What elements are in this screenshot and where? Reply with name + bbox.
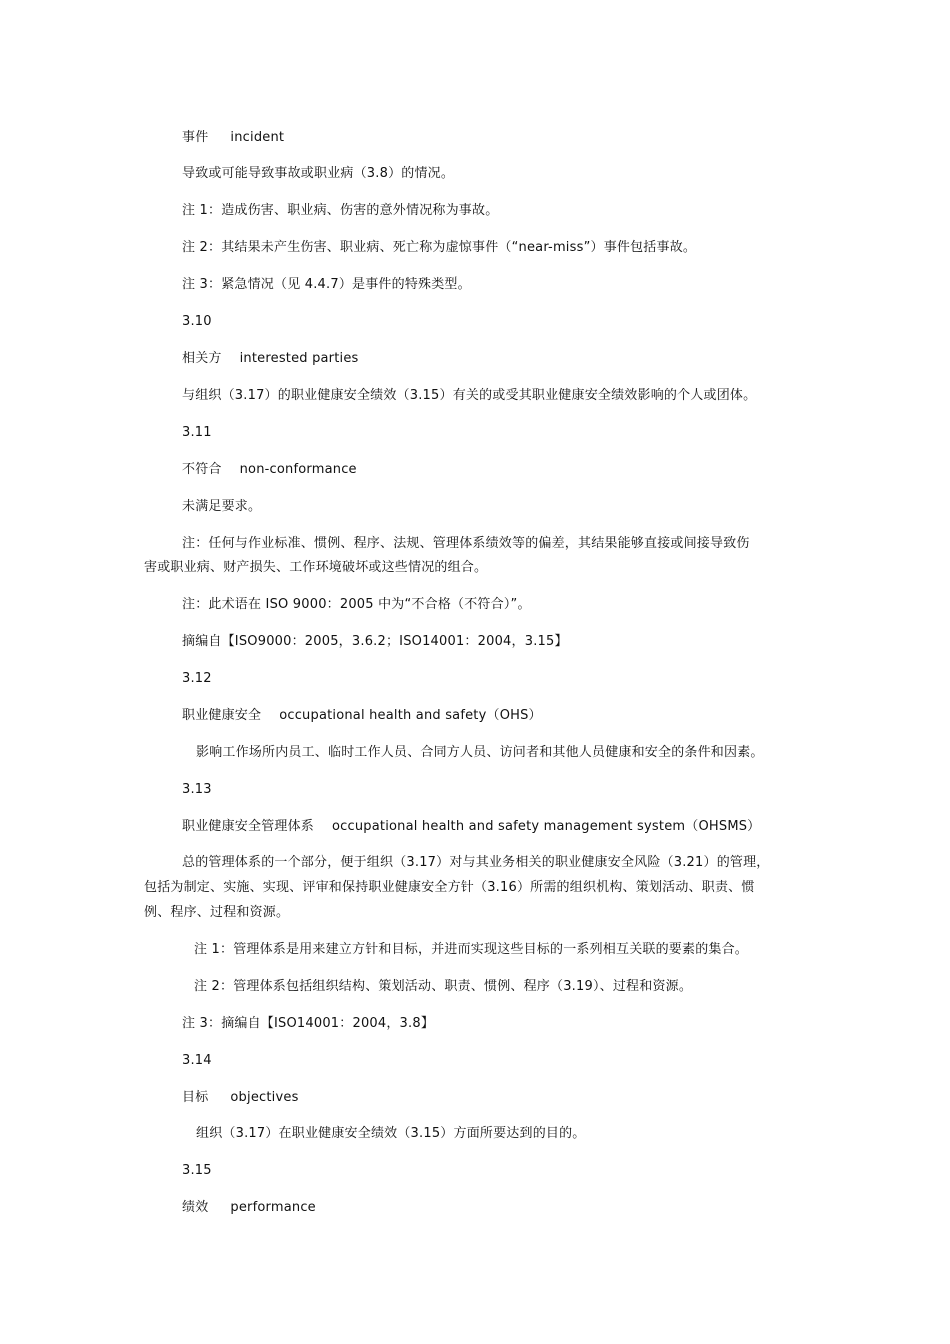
definition-text: 导致或可能导致事故或职业病（3.8）的情况。	[182, 166, 455, 181]
definition-text: 影响工作场所内员工、临时工作人员、合同方人员、访问者和其他人员健康和安全的条件和因素。	[196, 745, 764, 760]
term-zh: 目标	[182, 1090, 209, 1105]
term-en: occupational health and safety management system（OHSMS）	[332, 819, 761, 834]
term-en: objectives	[230, 1090, 299, 1105]
term-heading-ohs	[182, 706, 542, 726]
note-text: 注 3：紧急情况（见 4.4.7）是事件的特殊类型。	[182, 277, 471, 292]
term-zh: 事件	[182, 130, 209, 145]
term-zh: 相关方	[182, 351, 222, 366]
clause-number: 3.15	[182, 1163, 212, 1178]
note-text: 注 2：其结果未产生伤害、职业病、死亡称为虚惊事件（“near-miss”）事件包括事故。	[182, 240, 697, 255]
term-heading-interested-parties	[182, 349, 359, 369]
note-text: 注 1：管理体系是用来建立方针和目标，并进而实现这些目标的一系列相互关联的要素的集合。	[194, 942, 749, 957]
term-zh: 职业健康安全	[182, 708, 262, 723]
term-en: incident	[230, 130, 285, 145]
term-en: performance	[230, 1200, 316, 1215]
term-zh: 绩效	[182, 1200, 209, 1215]
definition-text-continued: 包括为制定、实施、实现、评审和保持职业健康安全方针（3.16）所需的组织机构、策划活动、职责、惯	[144, 880, 755, 895]
term-zh: 职业健康安全管理体系	[182, 819, 315, 834]
note-text: 注 3：摘编自【ISO14001：2004，3.8】	[182, 1016, 435, 1031]
clause-number: 3.10	[182, 314, 212, 329]
note-text: 注：任何与作业标准、惯例、程序、法规、管理体系绩效等的偏差，其结果能够直接或间接导致伤	[182, 536, 750, 551]
term-heading-performance	[182, 1198, 316, 1218]
source-reference: 摘编自【ISO9000：2005，3.6.2；ISO14001：2004，3.15】	[182, 634, 568, 649]
note-text: 注 1：造成伤害、职业病、伤害的意外情况称为事故。	[182, 203, 499, 218]
term-heading-ohsms	[182, 817, 760, 837]
definition-text: 未满足要求。	[182, 499, 262, 514]
term-heading-non-conformance	[182, 460, 357, 480]
term-en: occupational health and safety（OHS）	[279, 708, 542, 723]
note-text: 注 2：管理体系包括组织结构、策划活动、职责、惯例、程序（3.19）、过程和资源。	[194, 979, 693, 994]
definition-text: 与组织（3.17）的职业健康安全绩效（3.15）有关的或受其职业健康安全绩效影响的个人或团体。	[182, 388, 757, 403]
term-en: interested parties	[239, 351, 359, 366]
clause-number: 3.13	[182, 782, 212, 797]
clause-number: 3.11	[182, 425, 212, 440]
term-heading-objectives	[182, 1088, 299, 1108]
clause-number: 3.14	[182, 1053, 212, 1068]
term-zh: 不符合	[182, 462, 222, 477]
term-en: non-conformance	[239, 462, 357, 477]
definition-text-continued: 例、程序、过程和资源。	[144, 905, 290, 920]
definition-text: 组织（3.17）在职业健康安全绩效（3.15）方面所要达到的目的。	[196, 1126, 586, 1141]
note-text: 注：此术语在 ISO 9000：2005 中为“不合格（不符合）”。	[182, 597, 531, 612]
clause-number: 3.12	[182, 671, 212, 686]
term-heading-incident	[182, 128, 284, 148]
definition-text: 总的管理体系的一个部分，便于组织（3.17）对与其业务相关的职业健康安全风险（3.21）的管理，	[182, 855, 770, 870]
note-text-continued: 害或职业病、财产损失、工作环境破坏或这些情况的组合。	[144, 560, 488, 575]
